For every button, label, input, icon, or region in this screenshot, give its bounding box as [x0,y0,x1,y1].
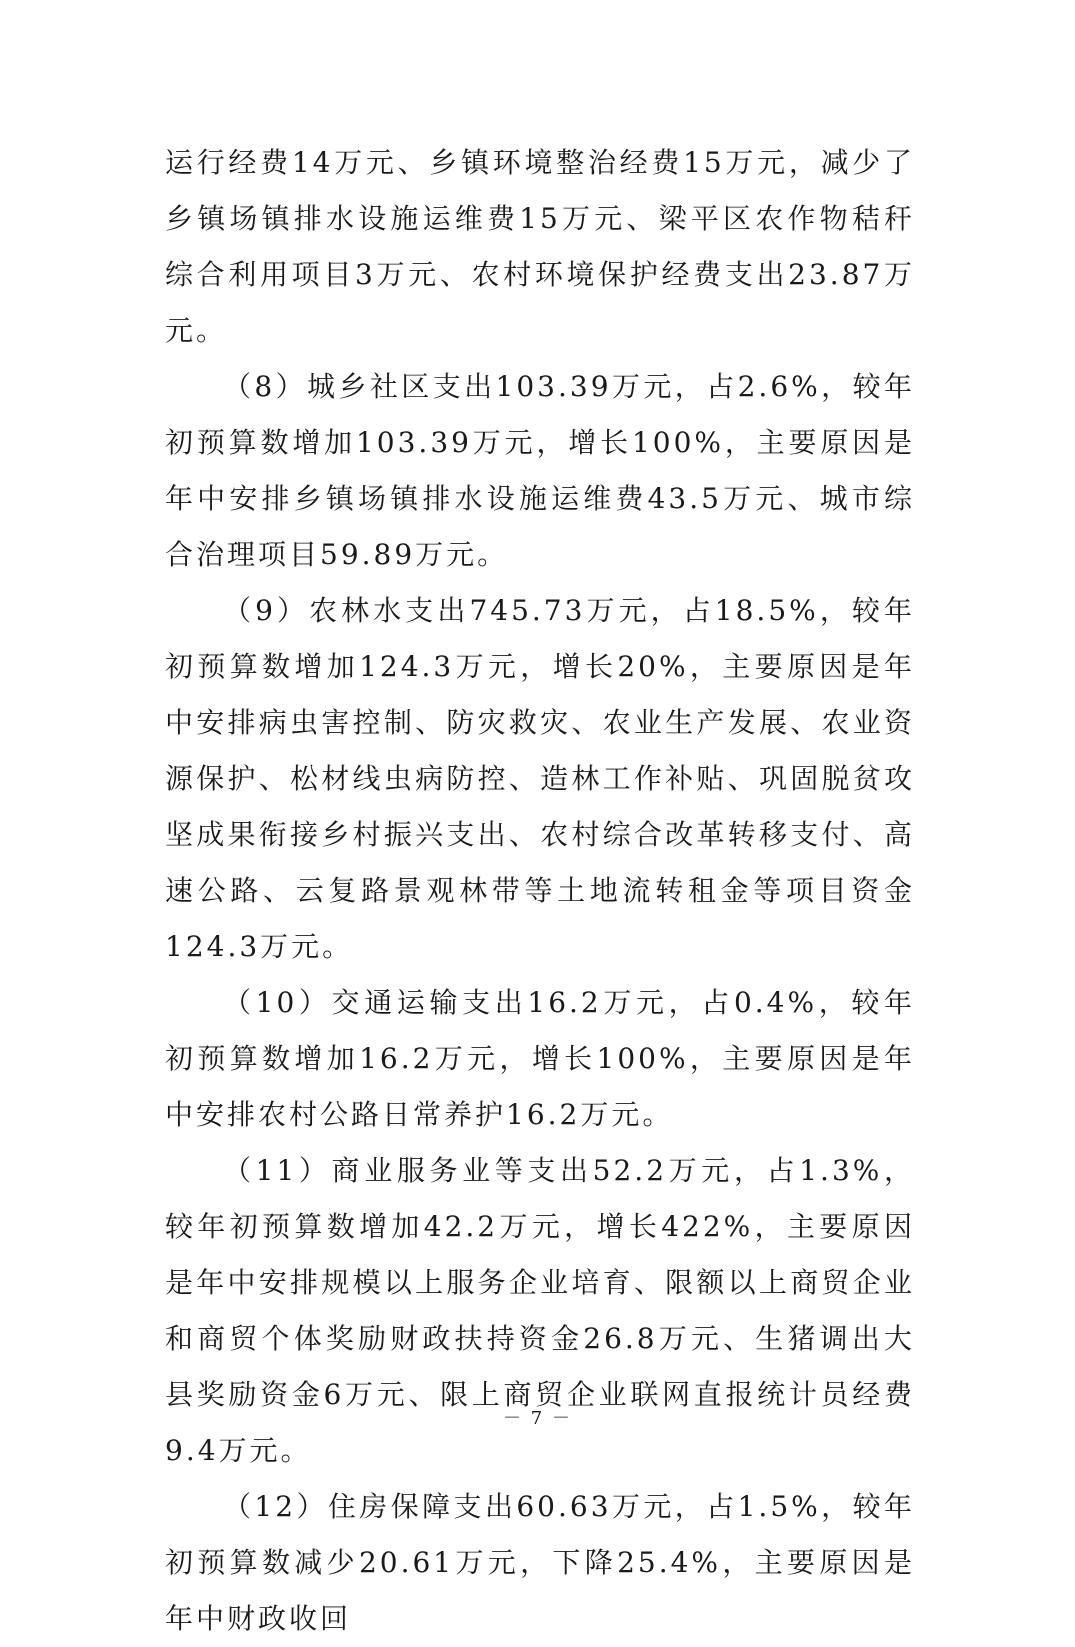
paragraph-item-8: （8）城乡社区支出103.39万元，占2.6%，较年初预算数增加103.39万元，增长100%，主要原因是年中安排乡镇场镇排水设施运维费43.5万元、城市综合治理项目59.89万元。 [165,370,915,571]
paragraph-item-12: （12）住房保障支出60.63万元，占1.5%，较年初预算数减少20.61万元，下降25.4%，主要原因是年中财政收回 [165,1490,915,1635]
paragraph-item-11: （11）商业服务业等支出52.2万元，占1.3%，较年初预算数增加42.2万元，增长422%，主要原因是年中安排规模以上服务企业培育、限额以上商贸企业和商贸个体奖励财政扶持资金26.8万元、生猪调出大县奖励资金6万元、限上商贸企业联网直报统计员经费9.4万元。 [165,1154,915,1467]
paragraph-continuation: 运行经费14万元、乡镇环境整治经费15万元，减少了乡镇场镇排水设施运维费15万元、梁平区农作物秸秆综合利用项目3万元、农村环境保护经费支出23.87万元。 [165,146,915,347]
page-number: － 7 － [503,1408,572,1429]
paragraph-item-10: （10）交通运输支出16.2万元，占0.4%，较年初预算数增加16.2万元，增长100%，主要原因是年中安排农村公路日常养护16.2万元。 [165,986,915,1131]
paragraph-item-9: （9）农林水支出745.73万元，占18.5%，较年初预算数增加124.3万元，增长20%，主要原因是年中安排病虫害控制、防灾救灾、农业生产发展、农业资源保护、松材线虫病防控、造林工作补贴、巩固脱贫攻坚成果衔接乡村振兴支出、农村综合改革转移支付、高速公路、云复路景观林带等土地流转租金等项目资金124.3万元。 [165,594,915,963]
